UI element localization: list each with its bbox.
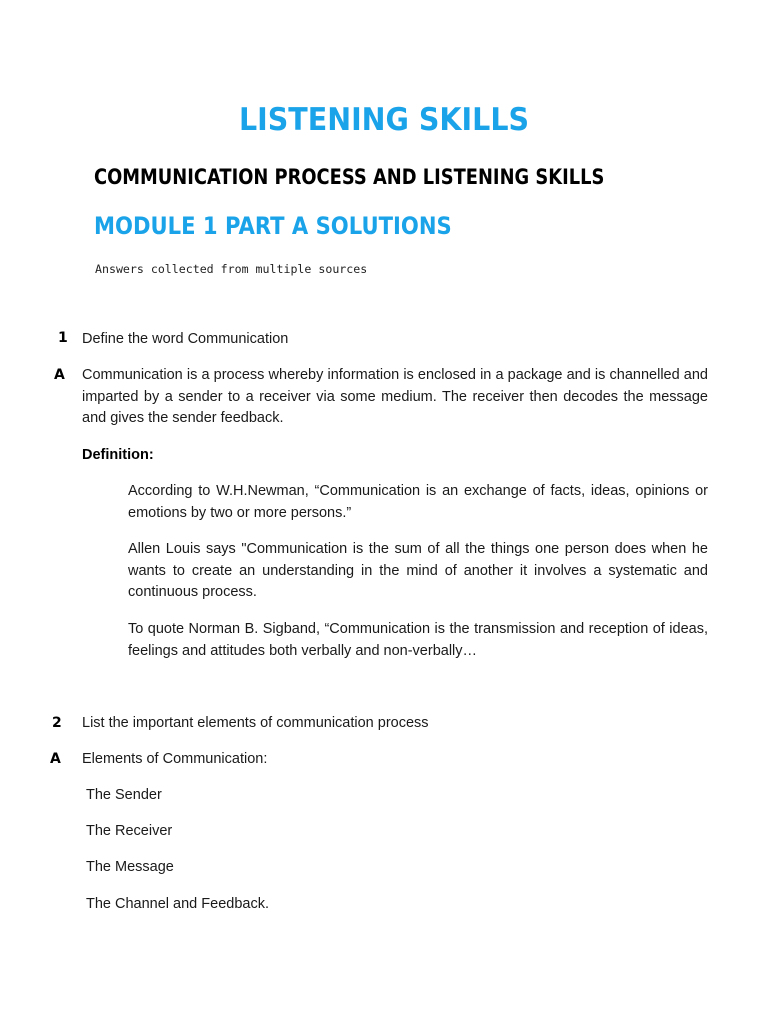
- definition-quote-1: According to W.H.Newman, “Communication is an exchange of facts, ideas, opinions or emotions by two or more persons.”: [128, 483, 708, 521]
- question-2-text: List the important elements of communication process: [82, 715, 429, 731]
- element-item: The Sender: [86, 787, 162, 803]
- answer-1-marker: A: [54, 367, 65, 383]
- question-1-text: Define the word Communication: [82, 331, 289, 347]
- question-1-number: 1: [58, 330, 68, 346]
- definition-quote-2: Allen Louis says "Communication is the sum of all the things one person does when he wants to create an understanding in the mind of another it involves a systematic and continuous process.: [128, 541, 708, 600]
- question-2-number: 2: [52, 715, 62, 731]
- module-heading: MODULE 1 PART A SOLUTIONS: [94, 212, 452, 240]
- answer-1-text: Communication is a process whereby information is enclosed in a package and is channelled and imparted by a sender to a receiver via some medium. The receiver then decodes the message and gives the sender feedback.: [82, 367, 708, 426]
- document-subtitle: COMMUNICATION PROCESS AND LISTENING SKILLS: [94, 165, 605, 189]
- definition-heading: Definition:: [82, 447, 154, 463]
- element-item: The Receiver: [86, 823, 173, 839]
- element-item: The Channel and Feedback.: [86, 896, 269, 912]
- answer-2-marker: A: [50, 751, 61, 767]
- element-item: The Message: [86, 859, 174, 875]
- answer-2-intro: Elements of Communication:: [82, 751, 268, 767]
- document-title: LISTENING SKILLS: [238, 102, 530, 138]
- source-note: Answers collected from multiple sources: [95, 262, 368, 276]
- definition-quote-3: To quote Norman B. Sigband, “Communication is the transmission and reception of ideas, feelings and attitudes both verbally and non-verbally…: [128, 621, 708, 659]
